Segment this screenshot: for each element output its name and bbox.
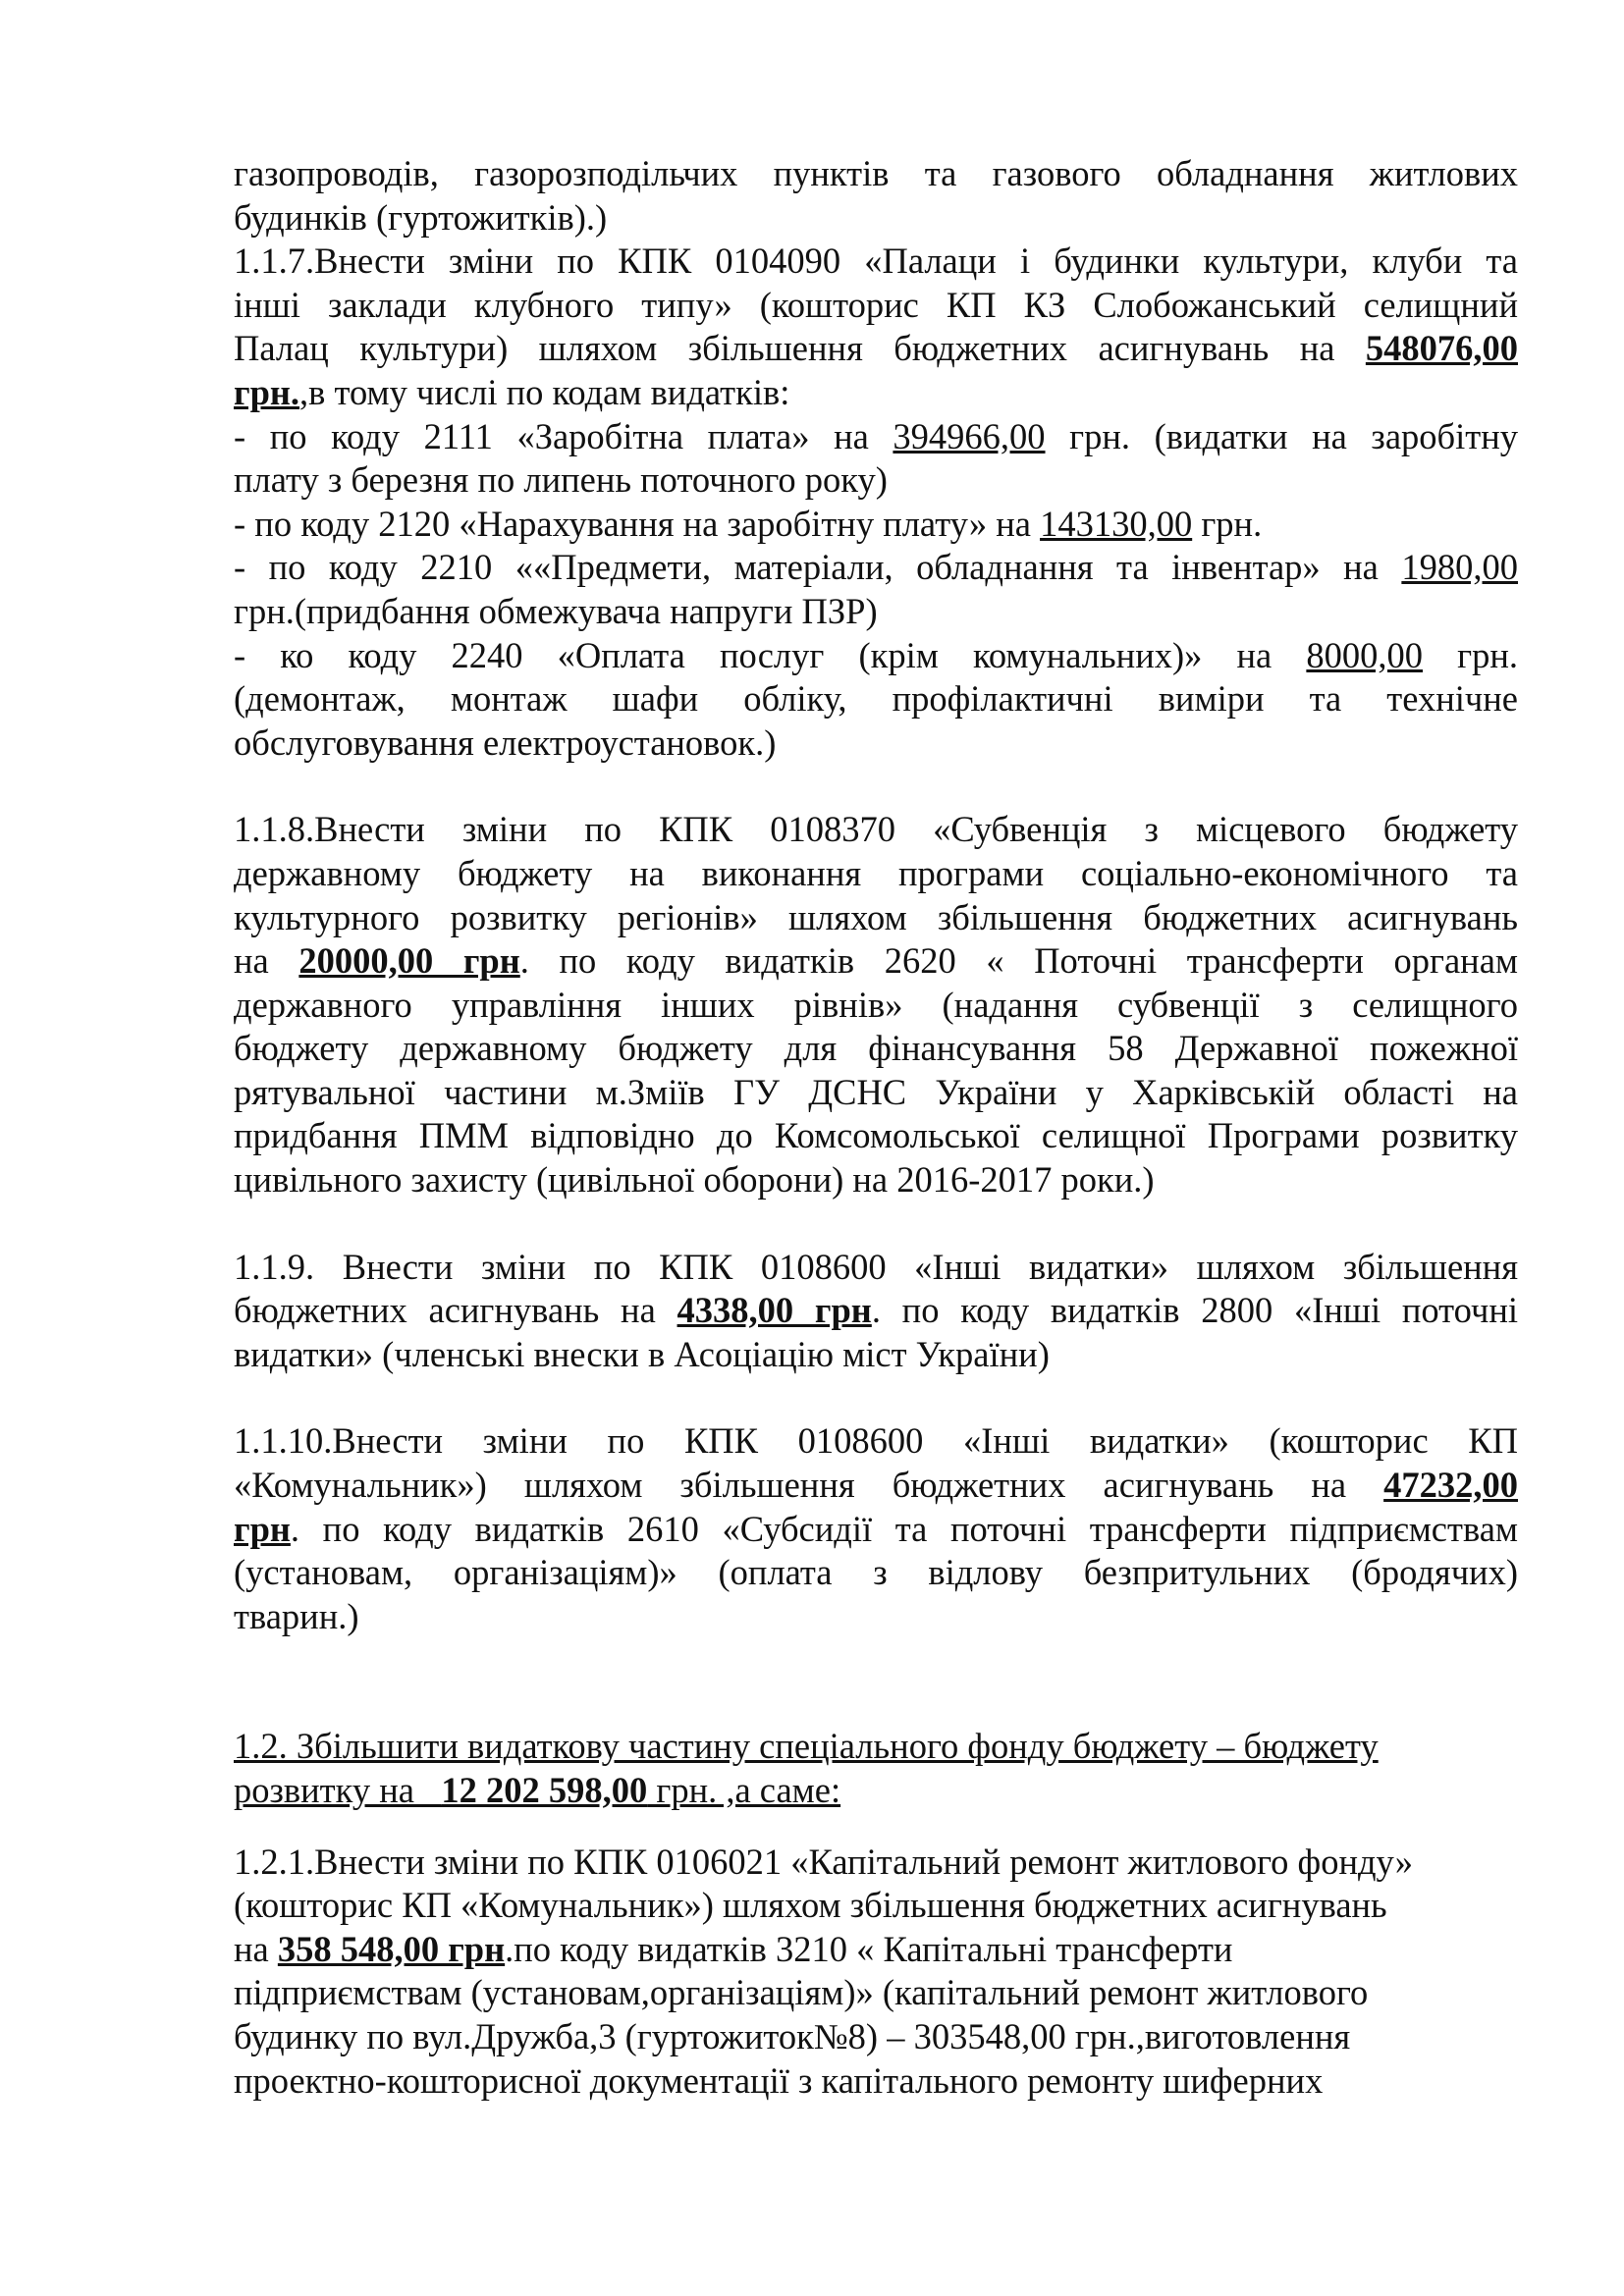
paragraph-1-1-8 <box>234 808 1518 1201</box>
text-line <box>234 546 1518 590</box>
total-amount: 12 202 598,00 <box>441 1770 648 1810</box>
section-heading-line <box>234 1769 1518 1813</box>
text-span: . по коду видатків 2610 «Субсидії та поточні трансферти підприємствам <box>290 1508 1518 1549</box>
text-line: (кошторис КП «Комунальник») шляхом збільшення бюджетних асигнувань <box>234 1885 1387 1926</box>
amount-highlight: 358 548,00 грн <box>277 1928 506 1969</box>
text-line <box>234 371 1518 415</box>
text-line: державному бюджету на виконання програми соціально-економічного та <box>234 852 1518 893</box>
text-line <box>234 1508 1518 1552</box>
text-line: культурного розвитку регіонів» шляхом збільшення бюджетних асигнувань <box>234 896 1518 937</box>
amount-highlight: 4338,00 грн <box>677 1290 872 1331</box>
text-line: придбання ПММ відповідно до Комсомольської селищної Програми розвитку <box>234 1115 1518 1156</box>
text-line: видатки» (членські внески в Асоціацію міст України) <box>234 1333 1050 1374</box>
amount-underlined: 143130,00 <box>1040 503 1193 544</box>
paragraph-1-2-1 <box>234 1841 1518 2104</box>
text-line: державного управління інших рівнів» (надання субвенції з селищного <box>234 984 1518 1025</box>
text-line: проектно-кошторисної документації з капітального ремонту шиферних <box>234 2059 1324 2101</box>
text-line: плату з березня по липень поточного року) <box>234 459 888 501</box>
text-line <box>234 503 1518 547</box>
text-span: грн. ,а саме: <box>647 1770 841 1810</box>
paragraph-1-1-9 <box>234 1246 1518 1377</box>
text-span: . по коду видатків 2800 «Інші поточні <box>871 1290 1518 1331</box>
text-span: розвитку на _ <box>234 1770 442 1810</box>
text-line: будинку по вул.Дружба,3 (гуртожиток№8) – 303548,00 грн.,виготовлення <box>234 2015 1351 2056</box>
paragraph-1-1-10 <box>234 1419 1518 1638</box>
text-span: - по коду 2120 «Нарахування на заробітну плату» на <box>234 503 1041 544</box>
text-span: «Комунальник») шляхом збільшення бюджетних асигнувань на <box>234 1465 1384 1506</box>
paragraph-gap <box>234 1202 1518 1246</box>
paragraph-gap <box>234 1638 1518 1725</box>
text-span: - по коду 2111 «Заробітна плата» на <box>234 415 893 456</box>
text-line: газопроводів, газорозподільчих пунктів та газового обладнання житлових <box>234 153 1518 193</box>
text-line: бюджету державному бюджету для фінансування 58 Державної пожежної <box>234 1028 1518 1069</box>
text-span: грн. (видатки на заробітну <box>1045 415 1518 456</box>
amount-underlined: 1980,00 <box>1401 547 1518 588</box>
amount-highlight: грн <box>234 1508 291 1549</box>
text-line: 1.1.7.Внести зміни по КПК 0104090 «Палаци і будинки культури, клуби та <box>234 240 1518 282</box>
section-heading-line: 1.2. Збільшити видаткову частину спеціального фонду бюджету – бюджету <box>234 1726 1379 1767</box>
text-line <box>234 634 1518 678</box>
text-line: (демонтаж, монтаж шафи обліку, профілактичні виміри та технічне <box>234 678 1518 720</box>
text-line: (установам, організаціям)» (оплата з відлову безпритульних (бродячих) <box>234 1552 1518 1593</box>
text-line: тварин.) <box>234 1595 359 1636</box>
paragraph-1-2 <box>234 1725 1518 1812</box>
text-line: інші заклади клубного типу» (кошторис КП КЗ Слобожанський селищний <box>234 284 1518 325</box>
text-span: ,в тому числі по кодам видатків: <box>299 371 790 412</box>
text-line <box>234 1464 1518 1508</box>
paragraph-gap <box>234 1376 1518 1419</box>
text-span: Палац культури) шляхом збільшення бюджетних асигнувань на <box>234 328 1366 369</box>
amount-highlight: грн. <box>234 371 300 412</box>
amount-underlined: 8000,00 <box>1306 634 1423 675</box>
text-span: грн. <box>1192 503 1263 544</box>
paragraph-continuation <box>234 152 1518 240</box>
paragraph-gap <box>234 765 1518 808</box>
text-line <box>234 1289 1518 1333</box>
text-line: обслуговування електроустановок.) <box>234 721 777 763</box>
text-line: цивільного захисту (цивільної оборони) на 2016-2017 роки.) <box>234 1159 1155 1201</box>
text-line: 1.1.8.Внести зміни по КПК 0108370 «Субвенція з місцевого бюджету <box>234 809 1518 850</box>
paragraph-gap <box>234 1813 1518 1841</box>
text-line <box>234 327 1518 371</box>
text-line <box>234 1928 1518 1972</box>
text-line <box>234 939 1518 984</box>
text-line: 1.1.10.Внести зміни по КПК 0108600 «Інші видатки» (кошторис КП <box>234 1420 1518 1462</box>
amount-highlight: 47232,00 <box>1383 1465 1518 1506</box>
text-line: будинків (гуртожитків).) <box>234 196 608 238</box>
paragraph-1-1-7 <box>234 240 1518 765</box>
text-line: 1.2.1.Внести зміни по КПК 0106021 «Капітальний ремонт житлового фонду» <box>234 1841 1413 1882</box>
text-span: .по коду видатків 3210 « Капітальні трансферти <box>505 1928 1233 1969</box>
text-span: - ко коду 2240 «Оплата послуг (крім комунальних)» на <box>234 634 1307 675</box>
text-span: грн. <box>1423 634 1519 675</box>
amount-highlight: 548076,00 <box>1365 328 1518 369</box>
text-line <box>234 415 1518 459</box>
text-span: на <box>234 940 299 982</box>
text-span: - по коду 2210 ««Предмети, матеріали, обладнання та інвентар» на <box>234 547 1402 588</box>
text-span: . по коду видатків 2620 « Поточні трансферти органам <box>519 940 1519 982</box>
amount-highlight: 20000,00 грн <box>298 940 520 982</box>
amount-underlined: 394966,00 <box>893 415 1046 456</box>
text-line: грн.(придбання обмежувача напруги ПЗР) <box>234 590 878 631</box>
text-line: 1.1.9. Внести зміни по КПК 0108600 «Інші видатки» шляхом збільшення <box>234 1246 1518 1287</box>
document-page <box>234 152 1518 2103</box>
text-span: на <box>234 1928 278 1969</box>
text-line: рятувальної частини м.Зміїв ГУ ДСНС України у Харківській області на <box>234 1071 1518 1112</box>
text-line: підприємствам (установам,організаціям)» (капітальний ремонт житлового <box>234 1972 1369 2013</box>
text-span: бюджетних асигнувань на <box>234 1290 677 1331</box>
